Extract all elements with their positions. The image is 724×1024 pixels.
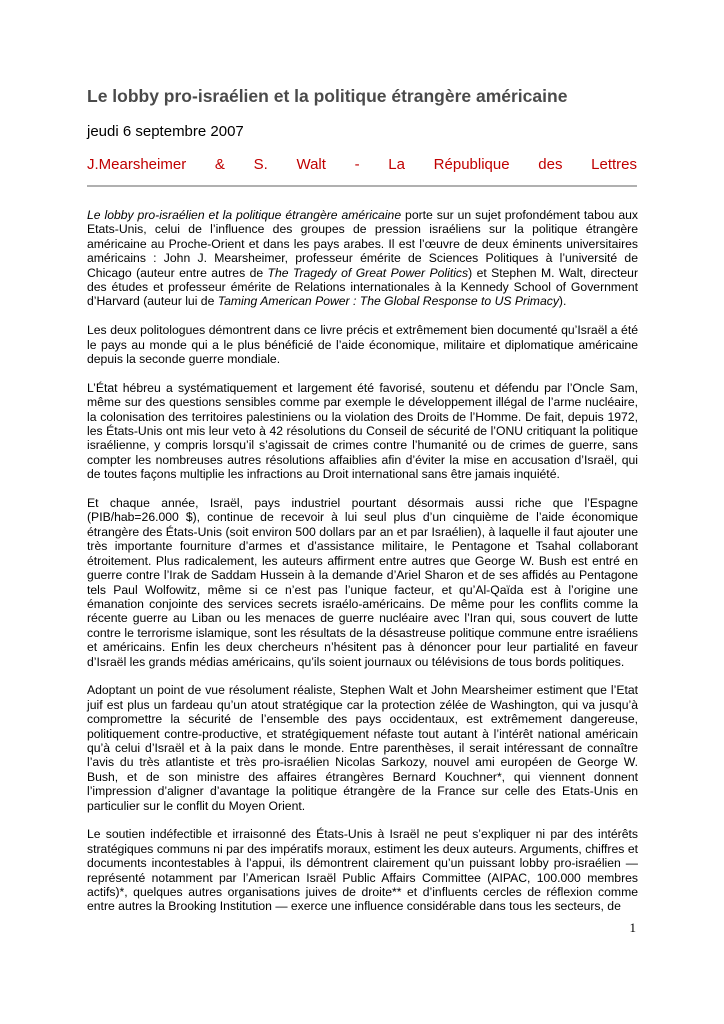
byline-word: J.Mearsheimer xyxy=(87,156,187,173)
italic-title-run: Le lobby pro-israélien et la politique étrangère américaine xyxy=(87,208,402,222)
article-date: jeudi 6 septembre 2007 xyxy=(87,123,244,140)
text-run: Adoptant un point de vue résolument réaliste, Stephen Walt et John Mearsheimer estiment que l’Etat juif est plus un fardeau qu’un atout stratégique car la protection zélée de Washington, qui va jusqu’à compromettre la sécurité de l’ensemble des pays occidentaux, est extrêmement dangereuse, politiquement contre-productive, et stratégiquement néfaste tout autant à l’intérêt national américain qu’à celui d’Israël et à la paix dans le monde. Entre parenthèses, il serait intéressant de connaître l’avis du très atlantiste et très pro-israélien Nicolas Sarkozy, nouvel ami européen de George W. Bush, et de son ministre des affaires étrangères Bernard Kouchner*, qui viennent donnent l’impression d’aligner d’avantage la politique étrangère de la France sur celle des Etats-Unis en particulier sur le conflit du Moyen Orient. xyxy=(87,683,638,813)
paragraph xyxy=(87,683,638,813)
byline-word: Walt xyxy=(296,156,326,173)
text-run: L’État hébreu a systématiquement et largement été favorisé, soutenu et défendu par l’Oncle Sam, même sur des questions sensibles comme par exemple le développement illégal de l’arme nucléaire, la colonisation des territoires palestiniens ou la violation des Droits de l’Homme. De fait, depuis 1972, les États-Unis ont mis leur veto à 42 résolutions du Conseil de sécurité de l’ONU critiquant la politique israélienne, y compris lorsqu’il s’agissait de crimes contre l’humanité ou de crimes de guerre, sans compter les nombreuses autres résolutions affaiblies afin d’éviter la mise en accusation d’Israël, qui de toutes façons multiplie les infractions au Droit international sans être jamais inquiété. xyxy=(87,380,638,482)
byline-word: République xyxy=(433,156,510,173)
paragraph xyxy=(87,827,638,913)
paragraph xyxy=(87,323,638,366)
article-body xyxy=(87,208,638,928)
article-title: Le lobby pro-israélien et la politique étrangère américaine xyxy=(87,86,568,106)
header-divider xyxy=(87,185,637,187)
italic-title-run: Taming American Power : The Global Response to US Primacy xyxy=(217,294,559,309)
italic-title-run: The Tragedy of Great Power Politics xyxy=(267,265,469,280)
page-number: 1 xyxy=(629,920,636,935)
paragraph xyxy=(87,208,638,309)
byline-word: des xyxy=(538,156,563,173)
text-run: Les deux politologues démontrent dans ce livre précis et extrêmement bien documenté qu’Israël a été le pays au monde qui a le plus bénéficié de l’aide économique, militaire et diplomatique américaine depuis la seconde guerre mondiale. xyxy=(87,323,638,367)
byline-word: La xyxy=(388,156,405,173)
text-run: porte sur un sujet profondément tabou aux Etats-Unis, celui de l’influence des groupes de pression israéliens sur la politique étrangère américaine au Proche-Orient et dans les pays arabes. Il est l’œuvre de deux éminents universitaires américains : John J. Mearsheimer, professeur émérite de Sciences Politiques à l’université de Chicago (auteur entre autres de xyxy=(87,208,638,280)
text-run: Le soutien indéfectible et irraisonné des États-Unis à Israël ne peut s’expliquer ni par des intérêts stratégiques communs ni par des impératifs moraux, estiment les deux auteurs. Arguments, chiffres et documents incontestables à l’appui, ils démontrent clairement qu’un puissant lobby pro-israélien — représenté notamment par l’American Israël Public Affairs Committee (AIPAC, 100.000 membres actifs)*, quelques autres organisations juives de droite** et d’influents cercles de réflexion comme entre autres la Brooking Institution — exerce une influence considérable dans tous les secteurs, de xyxy=(87,827,638,914)
byline-word: S. xyxy=(253,156,268,173)
byline xyxy=(87,156,637,173)
byline-word: Lettres xyxy=(591,156,637,173)
text-run: ). xyxy=(558,294,567,309)
byline-word: - xyxy=(354,156,360,173)
byline-word: & xyxy=(214,156,225,173)
paragraph xyxy=(87,496,638,669)
text-run: Et chaque année, Israël, pays industriel pourtant désormais aussi riche que l’Espagne (PIB/hab=26.000 $), continue de recevoir à lui seul plus d’un cinquième de l’aide économique étrangère des États-Unis (soit environ 500 dollars par an et par Israélien), à laquelle il faut ajouter une très importante fourniture d’armes et d’assistance militaire, le Pentagone et Tsahal collaborant étroitement. Plus radicalement, les auteurs affirment entre autres que George W. Bush est entré en guerre contre l’Irak de Saddam Hussein à la demande d’Ariel Sharon et de ses affidés au Pentagone tels Paul Wolfowitz, même si ce n’est pas l’unique facteur, et qu’Al-Qaïda est à l’origine une émanation conjointe des services secrets israélo-américains. De même pour les conflits comme la récente guerre au Liban ou les menaces de guerre nucléaire avec l’Iran qui, sous couvert de lutte contre le terrorisme islamique, sont les résultats de la désastreuse politique commune entre israéliens et américains. Enfin les deux chercheurs n’hésitent pas à dénoncer pour leur partialité en faveur d’Israël les grands médias américains, qu’ils soient journaux ou télévisions de tous bords politiques. xyxy=(87,496,638,669)
text-run: ) et Stephen M. Walt, directeur des études et professeur émérite de Relations internationales à la Kennedy School of Government d’Harvard (auteur lui de xyxy=(87,265,638,309)
paragraph xyxy=(87,381,638,482)
